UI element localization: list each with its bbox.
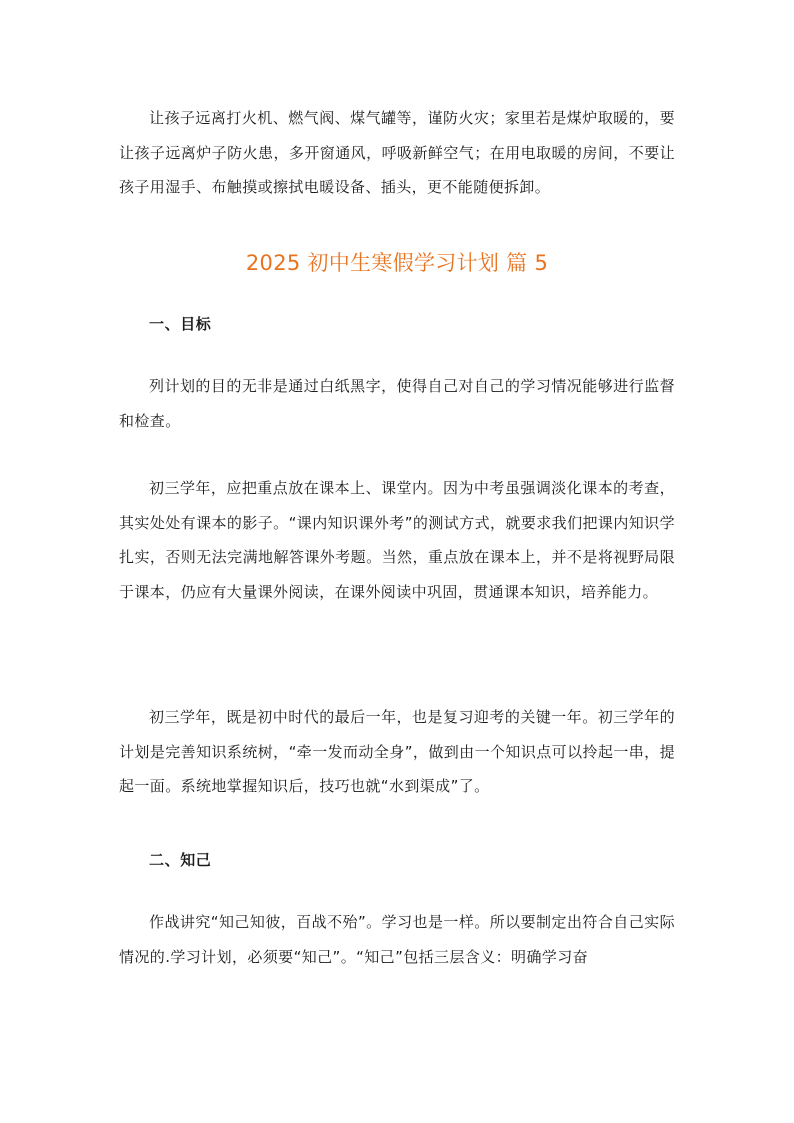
paragraph-knowledge-system: 初三学年，既是初中时代的最后一年，也是复习迎考的关键一年。初三学年的计划是完善知识系统树，“牵一发而动全身”，做到由一个知识点可以拎起一串，提起一面。系统地掌握知识后，技巧也就“水到渠成”了。 <box>119 708 675 795</box>
section-title: 2025 初中生寒假学习计划 篇 5 <box>245 251 549 275</box>
paragraph-know-yourself: 作战讲究“知己知彼，百战不殆”。学习也是一样。所以要制定出符合自己实际情况的.学习计划，必须要“知己”。“知己”包括三层含义：明确学习奋 <box>119 913 675 966</box>
paragraph-plan-purpose: 列计划的目的无非是通过白纸黑字，使得自己对自己的学习情况能够进行监督和检查。 <box>119 377 675 430</box>
heading-goal: 一、目标 <box>149 315 212 333</box>
paragraph-textbook-focus: 初三学年，应把重点放在课本上、课堂内。因为中考虽强调淡化课本的考查，其实处处有课本的影子。“课内知识课外考”的测试方式，就要求我们把课内知识学扎实，否则无法完满地解答课外考题。当然，重点放在课本上，并不是将视野局限于课本，仍应有大量课外阅读，在课外阅读中巩固，贯通课本知识，培养能力。 <box>119 479 675 601</box>
paragraph-fire-safety: 让孩子远离打火机、燃气阀、煤气罐等，谨防火灾；家里若是煤炉取暖的，要让孩子远离炉子防火患，多开窗通风，呼吸新鲜空气；在用电取暖的房间，不要让孩子用湿手、布触摸或擦拭电暖设备、插头，更不能随便拆卸。 <box>119 109 675 196</box>
heading-know-yourself: 二、知己 <box>149 851 212 869</box>
